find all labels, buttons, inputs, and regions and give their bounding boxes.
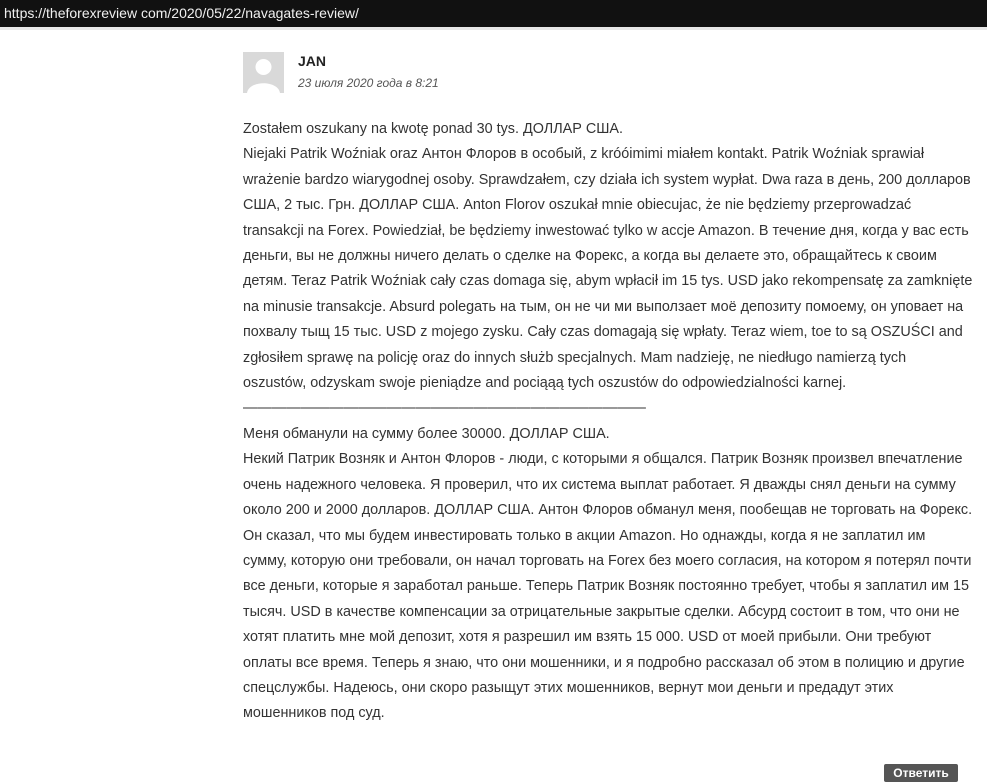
comment-separator: ———————————————————————————— — [243, 400, 646, 417]
default-avatar-icon — [243, 52, 284, 93]
comment-paragraph: Niejaki Patrik Woźniak oraz Антон Флоров в особый, z króóimimi miałem kontakt. Patrik Woźniak sprawiał wrażenie bardzo wiarygodnej osoby. Sprawdzałem, czy działa ich system wypłat. Dwa raza в день, 200 долларов США, 2 тыс. Грн. ДОЛЛАР США. Anton Florov oszukał mnie obiecujac, że nie będziemy przeprowadzać transakcji na Forex. Powiedział, be będziemy inwestować tylko w accje Amazon. В течение дня, когда у вас есть деньги, вы не должны ничего делать о сделке на Форекс, а когда вы делаете это, обращайтесь к своим детям. Teraz Patrik Woźniak cały czas domaga się, abym wpłacił im 15 tys. USD jako rekompensatę za zamknięte na minusie transakcje. Absurd polegать на тым, он не чи ми выползает моё депозиту помоему, он уповает на похвалу тыщ 15 тыс. USD z mojego zysku. Cały czas domagają się wpłaty. Teraz wiem, toe to są OSZUŚCI and zgłosiłem sprawę na policję oraz do innych służb specjalnych. Mam nadzieję, ne niedługo namierzą tych oszustów, odzyskam swoje pieniądze and pociąąą tych oszustów do odpowiedzialności karnej. — [243, 146, 973, 392]
comment-body — [243, 117, 973, 727]
avatar — [243, 52, 284, 93]
comment-paragraph: Некий Патрик Возняк и Антон Флоров - люди, с которыми я общался. Патрик Возняк произвел впечатление очень надежного человека. Я проверил, что их система выплат работает. Я дважды снял деньги на сумму около 200 и 2000 долларов. ДОЛЛАР США. Антон Флоров обманул меня, пообещав не торговать на Форекс. Он сказал, что мы будем инвестировать только в акции Amazon. Но однажды, когда я не заплатил им сумму, которую они требовали, он начал торговать на Forex без моего согласия, на котором я потерял почти все деньги, которые я заработал раньше. Теперь Патрик Возняк постоянно требует, чтобы я заплатил им 15 тысяч. USD в качестве компенсации за отрицательные закрытые сделки. Абсурд состоит в том, что они не хотят платить мне мой депозит, хотя я разрешил им взять 15 000. USD от моей прибыли. Они требуют оплаты все время. Теперь я знаю, что они мошенники, и я подробно рассказал об этом в полицию и другие спецслужбы. Надеюсь, они скоро разыщут этих мошенников, вернут мои деньги и предадут этих мошенников под суд. — [243, 451, 973, 722]
comment-paragraph: Меня обманули на сумму более 30000. ДОЛЛАР США. — [243, 425, 610, 442]
url-text: https://theforexreview com/2020/05/22/navagates-review/ — [4, 5, 359, 21]
comment-author[interactable]: JAN — [298, 53, 327, 69]
comment-paragraph: Zostałem oszukany na kwotę ponad 30 tys. ДОЛЛАР США. — [243, 121, 624, 137]
reply-button[interactable]: Ответить — [884, 764, 958, 782]
comment-date[interactable]: 23 июля 2020 года в 8:21 — [298, 76, 439, 90]
address-bar-divider — [0, 27, 987, 30]
address-bar[interactable] — [0, 0, 987, 27]
